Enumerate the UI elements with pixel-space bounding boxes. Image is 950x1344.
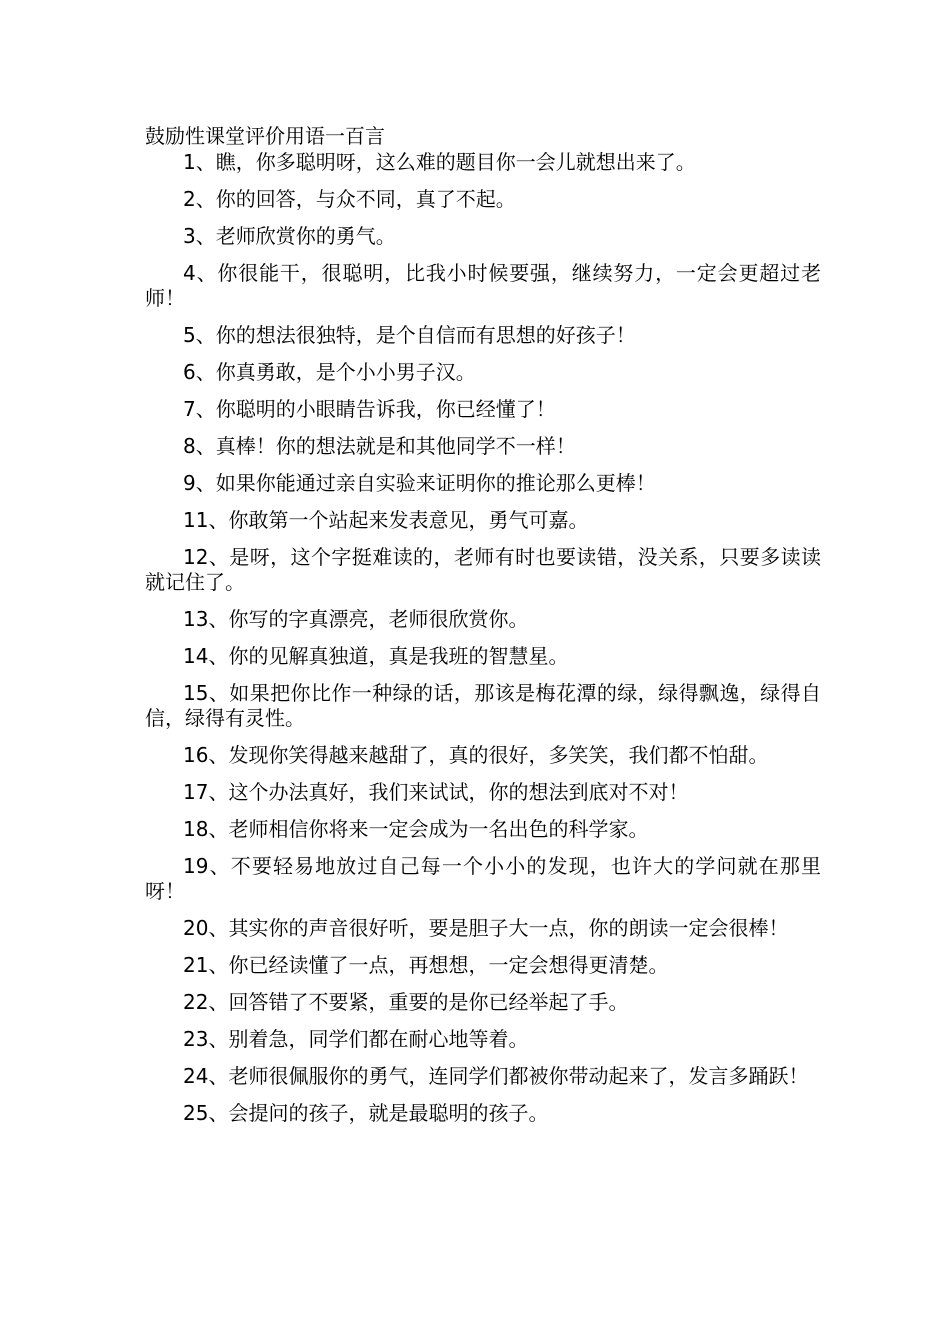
list-item: 18、老师相信你将来一定会成为一名出色的科学家。 [183, 817, 649, 841]
list-item: 8、真棒！你的想法就是和其他同学不一样！ [183, 434, 576, 458]
list-item: 9、如果你能通过亲自实验来证明你的推论那么更棒！ [183, 471, 656, 495]
list-item: 13、你写的字真漂亮，老师很欣赏你。 [183, 607, 529, 631]
document-title: 鼓励性课堂评价用语一百言 [145, 124, 385, 148]
list-item: 7、你聪明的小眼睛告诉我，你已经懂了！ [183, 397, 556, 421]
list-item: 17、这个办法真好，我们来试试，你的想法到底对不对！ [183, 780, 689, 804]
list-item: 22、回答错了不要紧，重要的是你已经举起了手。 [183, 990, 629, 1014]
list-item: 12、是呀，这个字挺难读的，老师有时也要读错，没关系，只要多读读就记住了。 [145, 545, 821, 594]
list-item: 11、你敢第一个站起来发表意见，勇气可嘉。 [183, 508, 589, 532]
list-item: 2、你的回答，与众不同，真了不起。 [183, 187, 516, 211]
list-item: 23、别着急，同学们都在耐心地等着。 [183, 1027, 529, 1051]
list-item: 19、不要轻易地放过自己每一个小小的发现，也许大的学问就在那里呀！ [145, 854, 821, 903]
document-page [145, 122, 821, 1138]
list-item: 6、你真勇敢，是个小小男子汉。 [183, 360, 476, 384]
list-item: 16、发现你笑得越来越甜了，真的很好，多笑笑，我们都不怕甜。 [183, 743, 769, 767]
list-item: 5、你的想法很独特，是个自信而有思想的好孩子！ [183, 323, 636, 347]
list-item: 25、会提问的孩子，就是最聪明的孩子。 [183, 1101, 549, 1125]
list-item: 4、你很能干，很聪明，比我小时候要强，继续努力，一定会更超过老师！ [145, 261, 821, 310]
list-item: 3、老师欣赏你的勇气。 [183, 224, 396, 248]
list-item: 20、其实你的声音很好听，要是胆子大一点，你的朗读一定会很棒！ [183, 916, 789, 940]
list-item: 1、瞧，你多聪明呀，这么难的题目你一会儿就想出来了。 [183, 150, 696, 174]
list-item: 15、如果把你比作一种绿的话，那该是梅花潭的绿，绿得飘逸，绿得自信，绿得有灵性。 [145, 681, 821, 730]
list-item: 14、你的见解真独道，真是我班的智慧星。 [183, 644, 569, 668]
phrase-list [145, 150, 821, 1126]
list-item: 24、老师很佩服你的勇气，连同学们都被你带动起来了，发言多踊跃！ [183, 1064, 809, 1088]
list-item: 21、你已经读懂了一点，再想想，一定会想得更清楚。 [183, 953, 669, 977]
